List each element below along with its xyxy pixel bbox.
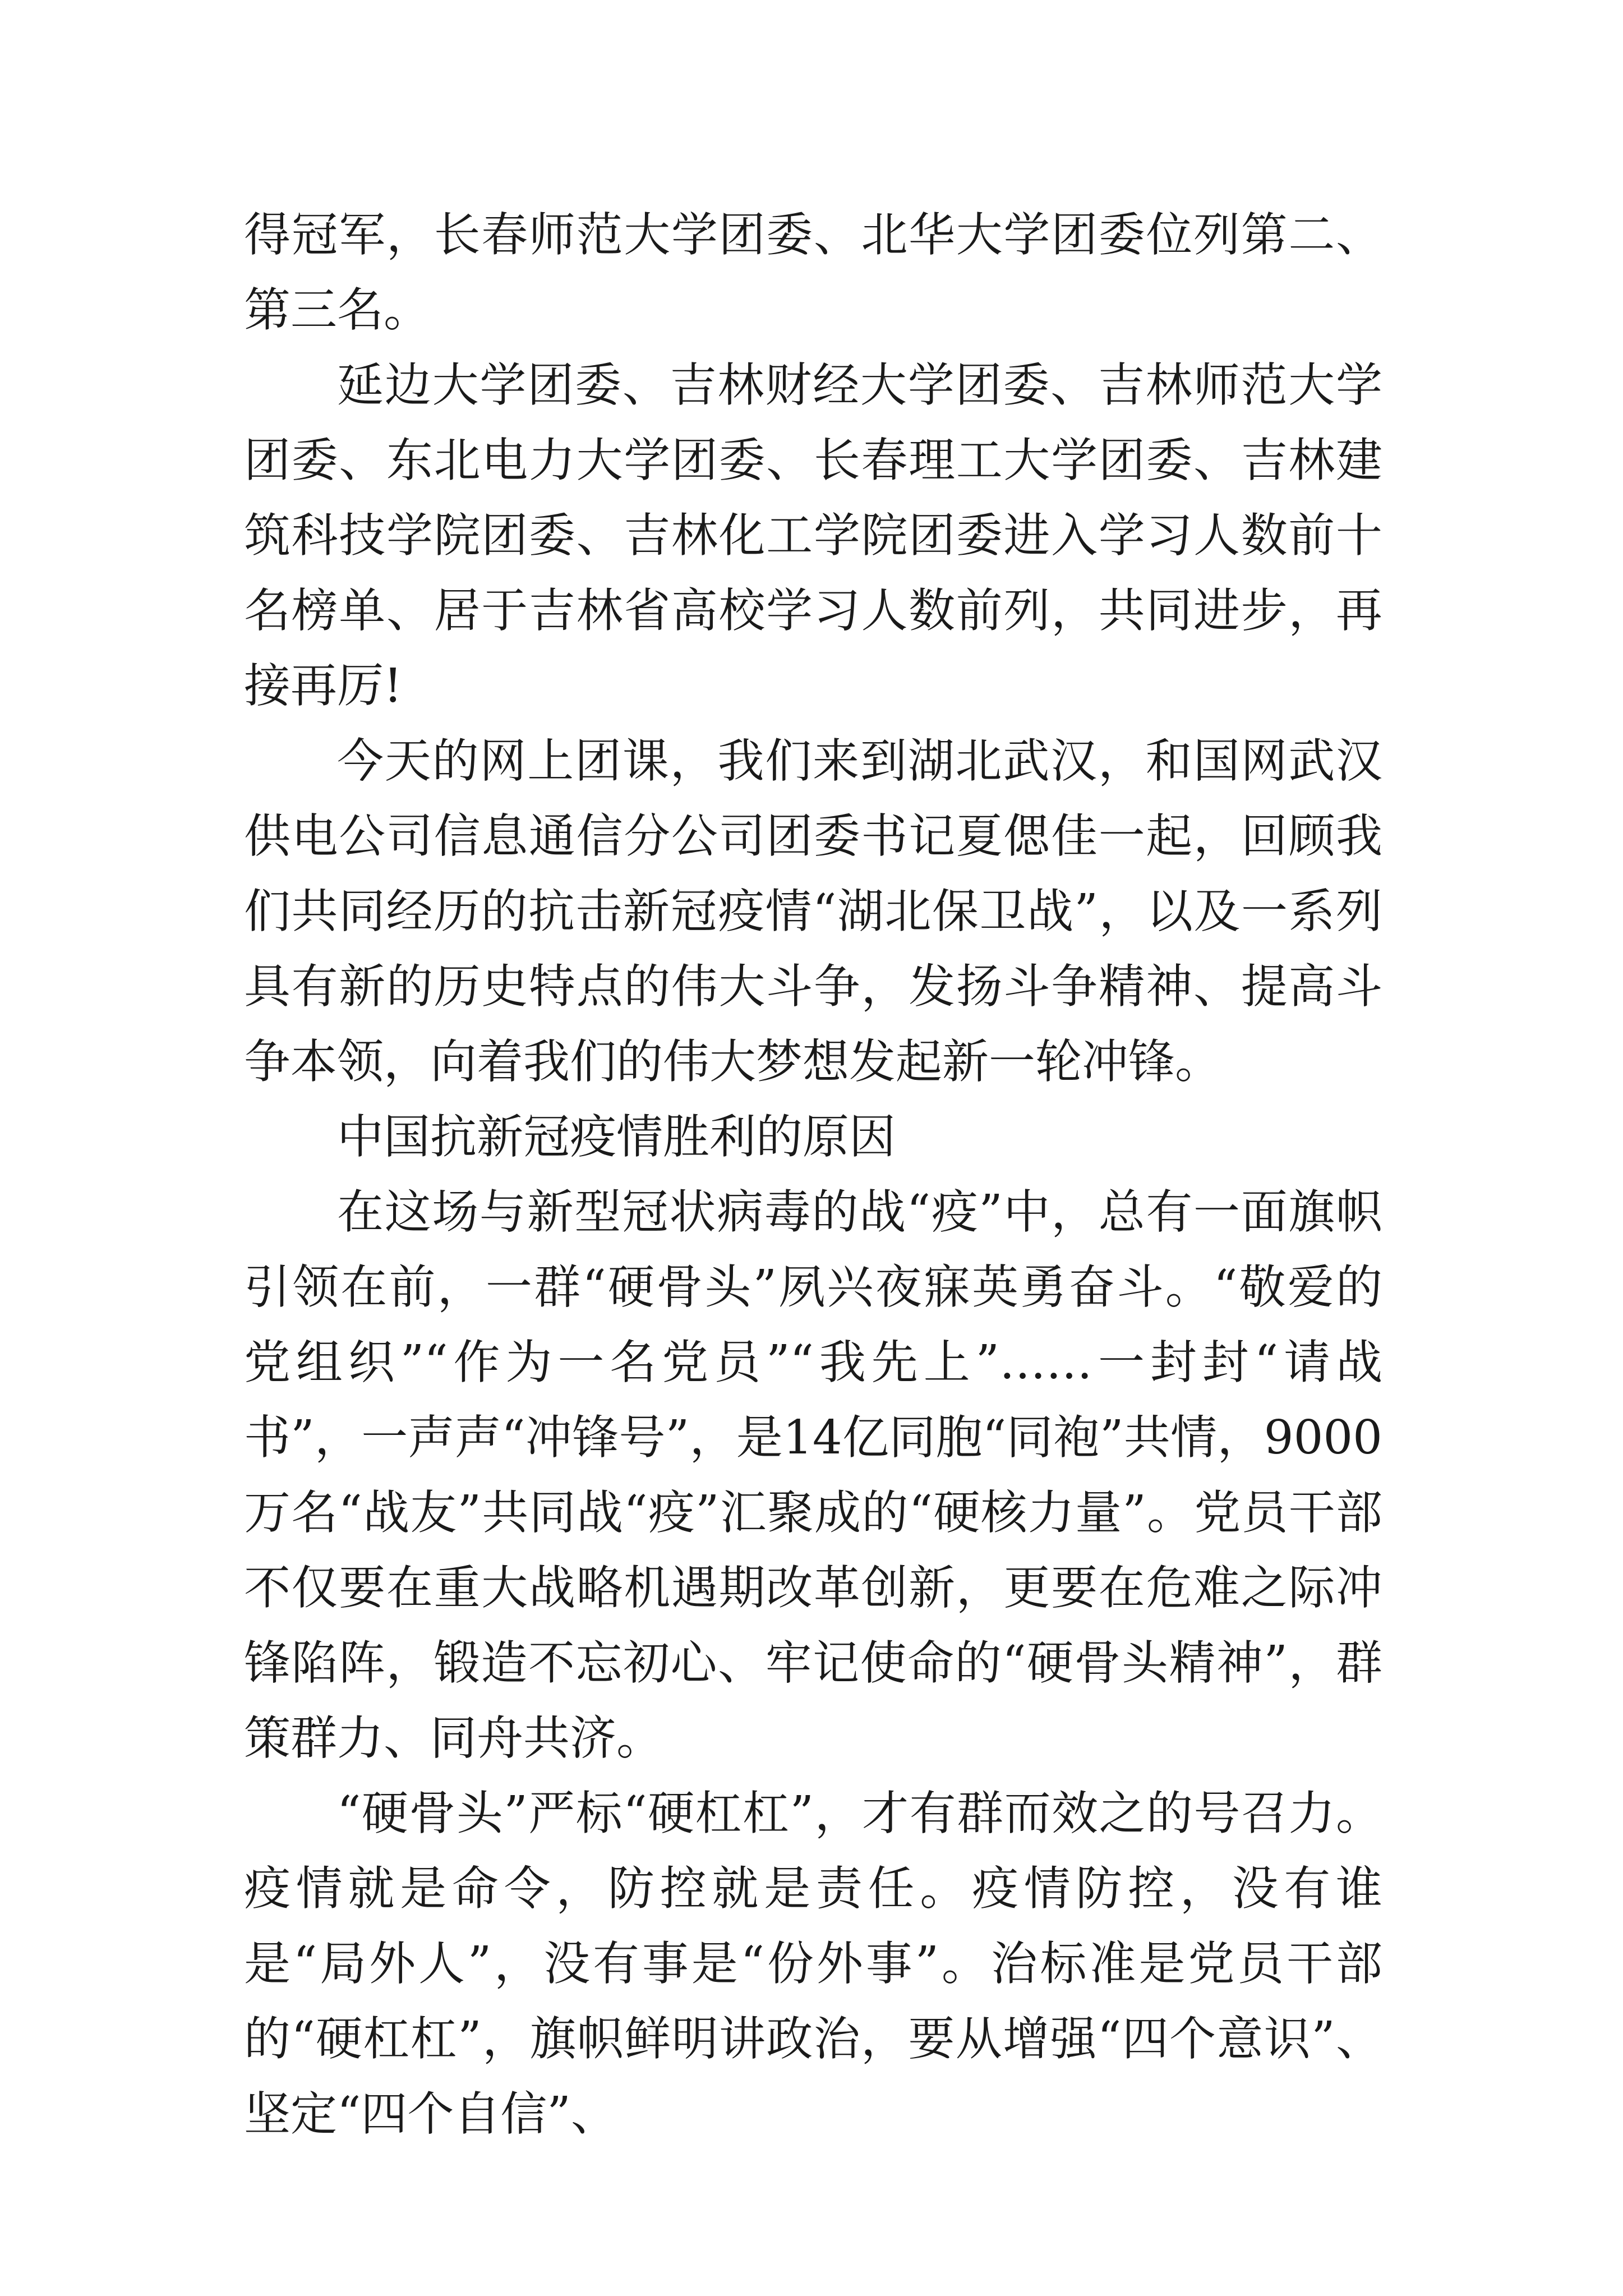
paragraph-4: 在这场与新型冠状病毒的战“疫”中，总有一面旗帜引领在前，一群“硬骨头”夙兴夜寐英勇奋斗。“敬爱的党组织”“作为一名党员”“我先上”……一封封“请战书”，一声声“冲锋号”，是14亿同胞“同袍”共情，9000万名“战友”共同战“疫”汇聚成的“硬核力量”。党员干部不仅要在重大战略机遇期改革创新，更要在危难之际冲锋陷阵，锻造不忘初心、牢记使命的“硬骨头精神”，群策群力、同舟共济。 xyxy=(244,1185,1382,1765)
paragraph-3: 今天的网上团课，我们来到湖北武汉，和国网武汉供电公司信息通信分公司团委书记夏偲佳一起，回顾我们共同经历的抗击新冠疫情“湖北保卫战”，以及一系列具有新的历史特点的伟大斗争，发扬斗争精神、提高斗争本领，向着我们的伟大梦想发起新一轮冲锋。 xyxy=(244,734,1382,1089)
paragraph-1: 得冠军，长春师范大学团委、北华大学团委位列第二、第三名。 xyxy=(244,208,1382,337)
paragraph-2: 延边大学团委、吉林财经大学团委、吉林师范大学团委、东北电力大学团委、长春理工大学团委、吉林建筑科技学院团委、吉林化工学院团委进入学习人数前十名榜单、居于吉林省高校学习人数前列，共同进步，再接再厉! xyxy=(244,358,1382,713)
section-heading: 中国抗新冠疫情胜利的原因 xyxy=(337,1110,896,1164)
paragraph-5: “硬骨头”严标“硬杠杠”，才有群而效之的号召力。疫情就是命令，防控就是责任。疫情防控，没有谁是“局外人”，没有事是“份外事”。治标准是党员干部的“硬杠杠”，旗帜鲜明讲政治，要从增强“四个意识”、坚定“四个自信”、 xyxy=(244,1786,1382,2141)
document-body xyxy=(244,197,1382,2152)
